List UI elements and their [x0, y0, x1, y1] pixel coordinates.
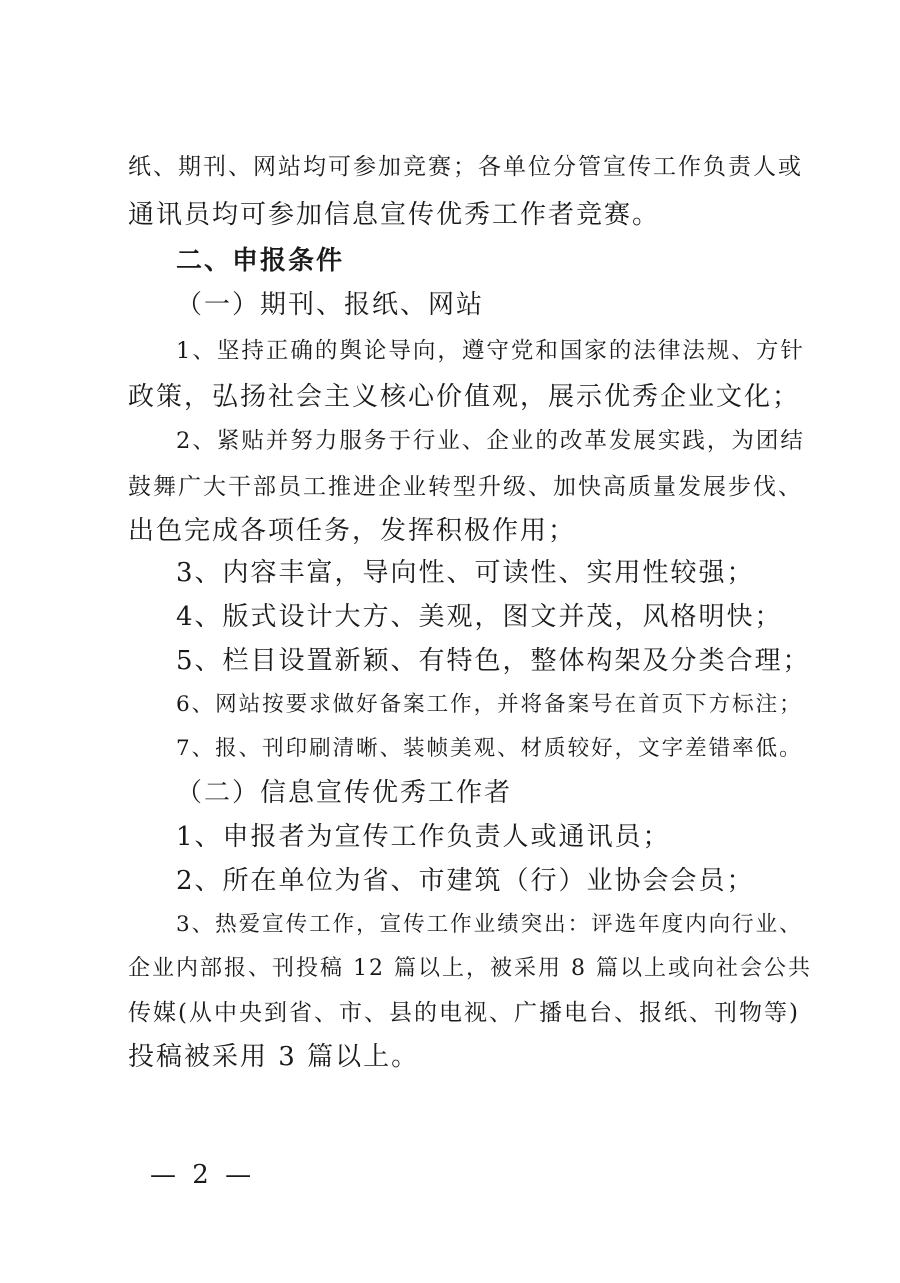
page-number: — 2 —	[150, 1160, 256, 1190]
list-item: 6、网站按要求做好备案工作，并将备案号在首页下方标注；	[176, 692, 803, 717]
section-heading: 二、申报条件	[176, 246, 345, 276]
paragraph-line: 通讯员均可参加信息宣传优秀工作者竞赛。	[128, 200, 661, 230]
paragraph-line: 纸、期刊、网站均可参加竞赛；各单位分管宣传工作负责人或	[128, 154, 803, 180]
list-item: 1、坚持正确的舆论导向，遵守党和国家的法律法规、方针	[176, 338, 805, 364]
list-item: 1、申报者为宣传工作负责人或通讯员；	[176, 822, 671, 852]
list-item: 3、热爱宣传工作，宣传工作业绩突出：评选年度内向行业、	[176, 912, 803, 937]
paragraph-line: 出色完成各项任务，发挥积极作用；	[128, 516, 577, 546]
paragraph-line: 政策，弘扬社会主义核心价值观，展示优秀企业文化；	[128, 382, 801, 412]
list-item: 2、所在单位为省、市建筑（行）业协会会员；	[176, 866, 755, 896]
list-item: 7、报、刊印刷清晰、装帧美观、材质较好，文字差错率低。	[176, 736, 803, 761]
list-item: 4、版式设计大方、美观，图文并茂，风格明快；	[176, 602, 783, 632]
subsection-heading: （一）期刊、报纸、网站	[176, 290, 485, 320]
list-item: 2、紧贴并努力服务于行业、企业的改革发展实践，为团结	[176, 428, 805, 454]
paragraph-line: 鼓舞广大干部员工推进企业转型升级、加快高质量发展步伐、	[128, 474, 803, 500]
paragraph-line: 企业内部报、刊投稿 12 篇以上，被采用 8 篇以上或向社会公共	[128, 956, 812, 981]
subsection-heading: （二）信息宣传优秀工作者	[176, 778, 513, 808]
paragraph-line: 投稿被采用 3 篇以上。	[128, 1042, 420, 1072]
list-item: 5、栏目设置新颖、有特色，整体构架及分类合理；	[176, 646, 811, 676]
paragraph-line: 传媒(从中央到省、市、县的电视、广播电台、报纸、刊物等)	[128, 1000, 800, 1026]
list-item: 3、内容丰富，导向性、可读性、实用性较强；	[176, 558, 755, 588]
